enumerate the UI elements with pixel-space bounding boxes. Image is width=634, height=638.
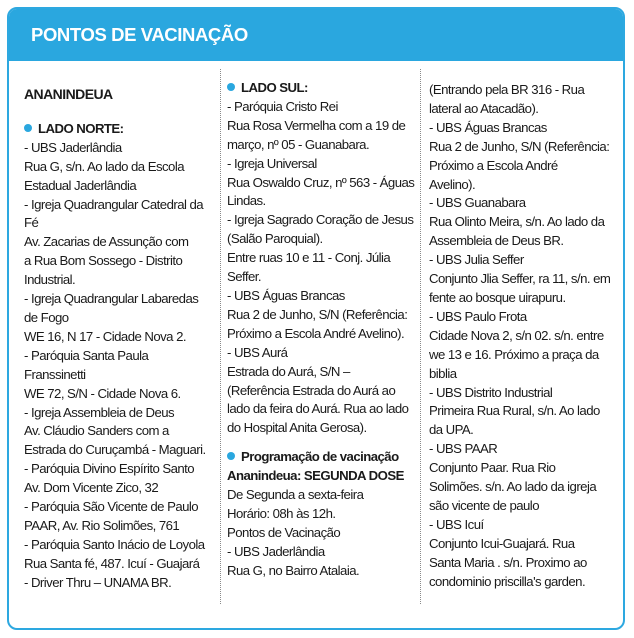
list-line: Conjunto Paar. Rua Rio [429, 460, 556, 476]
list-line: - UBS Aurá [227, 344, 288, 360]
list-line: Conjunto Jlia Seffer, ra 11, s/n. em [429, 271, 611, 287]
list-line: - Paróquia Divino Espírito Santo [24, 461, 195, 477]
list-line: - Paróquia São Vicente de Paulo [24, 499, 199, 515]
column-3 [429, 67, 621, 591]
list-line: Av. Cláudio Sanders com a [24, 423, 169, 439]
list-line: De Segunda a sexta-feira [227, 487, 364, 503]
bullet-icon [227, 83, 235, 91]
list-line: - UBS Icuí [429, 516, 484, 532]
list-line: de Fogo [24, 309, 69, 325]
list-line: - Igreja Universal [227, 155, 317, 171]
list-line: - Paróquia Santa Paula [24, 347, 149, 363]
list-line: PAAR, Av. Rio Solimões, 761 [24, 517, 180, 533]
list-line: Estrada do Curuçambá - Maguari. [24, 442, 206, 458]
list-line: Rua Olinto Meira, s/n. Ao lado da [429, 214, 605, 230]
list-line: condominio priscilla's garden. [429, 573, 586, 589]
list-line: lado da feira do Aurá. Rua ao lado [227, 401, 409, 417]
list-line: Industrial. [24, 272, 76, 288]
list-line: Estadual Jaderlândia [24, 177, 137, 193]
list-line: Cidade Nova 2, s/n 02. s/n. entre [429, 327, 604, 343]
list-line: março, nº 05 - Guanabara. [227, 136, 370, 152]
list-line: Estrada do Aurá, S/N – [227, 363, 350, 379]
list-line: Santa Maria . s/n. Proximo ao [429, 554, 587, 570]
list-line: Horário: 08h às 12h. [227, 505, 336, 521]
list-line: Rua Santa fé, 487. Icuí - Guajará [24, 555, 200, 571]
list-line: Avelino). [429, 176, 476, 192]
program-title-2: Ananindeua: SEGUNDA DOSE [227, 468, 404, 484]
bullet-icon [227, 452, 235, 460]
list-line: - Igreja Quadrangular Labaredas [24, 291, 199, 307]
list-line: Pontos de Vacinação [227, 524, 341, 540]
infobox-frame [7, 7, 625, 630]
list-line: lateral ao Atacadão). [429, 100, 539, 116]
list-line: - UBS PAAR [429, 441, 498, 457]
list-line: - UBS Jaderlândia [227, 543, 325, 559]
list-line: Rua 2 de Junho, S/N (Referência: [227, 306, 408, 322]
list-line: Lindas. [227, 193, 266, 209]
section-title: LADO NORTE: [38, 120, 124, 136]
list-line: - UBS Jaderlândia [24, 139, 122, 155]
header-bar [9, 9, 623, 61]
list-line: - UBS Águas Brancas [227, 287, 345, 303]
list-line: Av. Dom Vicente Zico, 32 [24, 480, 159, 496]
page-title: PONTOS DE VACINAÇÃO [31, 24, 248, 45]
list-line: - UBS Distrito Industrial [429, 384, 553, 400]
list-line: da UPA. [429, 422, 474, 438]
list-line: Seffer. [227, 269, 262, 285]
list-line: Rua 2 de Junho, S/N (Referência: [429, 138, 610, 154]
list-line: - UBS Julia Seffer [429, 252, 524, 268]
continued-list [429, 81, 621, 591]
city-heading: ANANINDEUA [24, 86, 113, 102]
list-line: Rua Oswaldo Cruz, nº 563 - Águas [227, 174, 415, 190]
list-line: - Igreja Sagrado Coração de Jesus [227, 212, 414, 228]
list-line: WE 16, N 17 - Cidade Nova 2. [24, 328, 186, 344]
list-line: Av. Zacarias de Assunção com [24, 234, 189, 250]
list-line: Solimões. s/n. Ao lado da igreja [429, 479, 597, 495]
list-line: - UBS Guanabara [429, 195, 526, 211]
list-line: - Paróquia Santo Inácio de Loyola [24, 536, 205, 552]
list-line: Rua G, s/n. Ao lado da Escola [24, 158, 184, 174]
program-heading [227, 448, 417, 467]
list-line: Rua G, no Bairro Atalaia. [227, 562, 360, 578]
list-line: - UBS Águas Brancas [429, 119, 547, 135]
list-line: biblia [429, 365, 457, 381]
list-line: Próximo a Escola André [429, 157, 558, 173]
list-line: - UBS Paulo Frota [429, 308, 527, 324]
list-line: (Salão Paroquial). [227, 231, 323, 247]
list-line: Fé [24, 215, 39, 231]
column-divider [220, 69, 221, 604]
list-line: Franssinetti [24, 366, 86, 382]
list-line: WE 72, S/N - Cidade Nova 6. [24, 385, 181, 401]
list-line: (Referência Estrada do Aurá ao [227, 382, 396, 398]
section-lado-norte [24, 120, 219, 139]
list-line: Primeira Rua Rural, s/n. Ao lado [429, 403, 600, 419]
list-line: do Hospital Anita Gerosa). [227, 420, 367, 436]
list-line: Assembleia de Deus BR. [429, 233, 564, 249]
section-lado-sul [227, 79, 417, 98]
list-line: - Driver Thru – UNAMA BR. [24, 574, 172, 590]
list-line: - Igreja Assembleia de Deus [24, 404, 175, 420]
list-line: fente ao bosque uirapuru. [429, 289, 566, 305]
program-list [227, 486, 417, 581]
lado-norte-list [24, 139, 219, 593]
bullet-icon [24, 124, 32, 132]
list-line: - Igreja Quadrangular Catedral da [24, 196, 204, 212]
column-2 [227, 67, 417, 581]
list-line: Conjunto Icui-Guajará. Rua [429, 535, 575, 551]
section-title: LADO SUL: [241, 80, 308, 95]
list-line: Rua Rosa Vermelha com a 19 de [227, 117, 406, 133]
list-line: we 13 e 16. Próximo a praça da [429, 346, 599, 362]
column-1 [24, 67, 219, 593]
column-divider [420, 69, 421, 604]
list-line: a Rua Bom Sossego - Distrito [24, 253, 183, 269]
list-line: (Entrando pela BR 316 - Rua [429, 82, 585, 97]
program-title-1: Programação de vacinação [241, 449, 399, 465]
list-line: - Paróquia Cristo Rei [227, 98, 338, 114]
lado-sul-list [227, 98, 417, 438]
list-line: são vicente de paulo [429, 497, 539, 513]
list-line: Entre ruas 10 e 11 - Conj. Júlia [227, 250, 391, 266]
list-line: Próximo a Escola André Avelino). [227, 325, 405, 341]
